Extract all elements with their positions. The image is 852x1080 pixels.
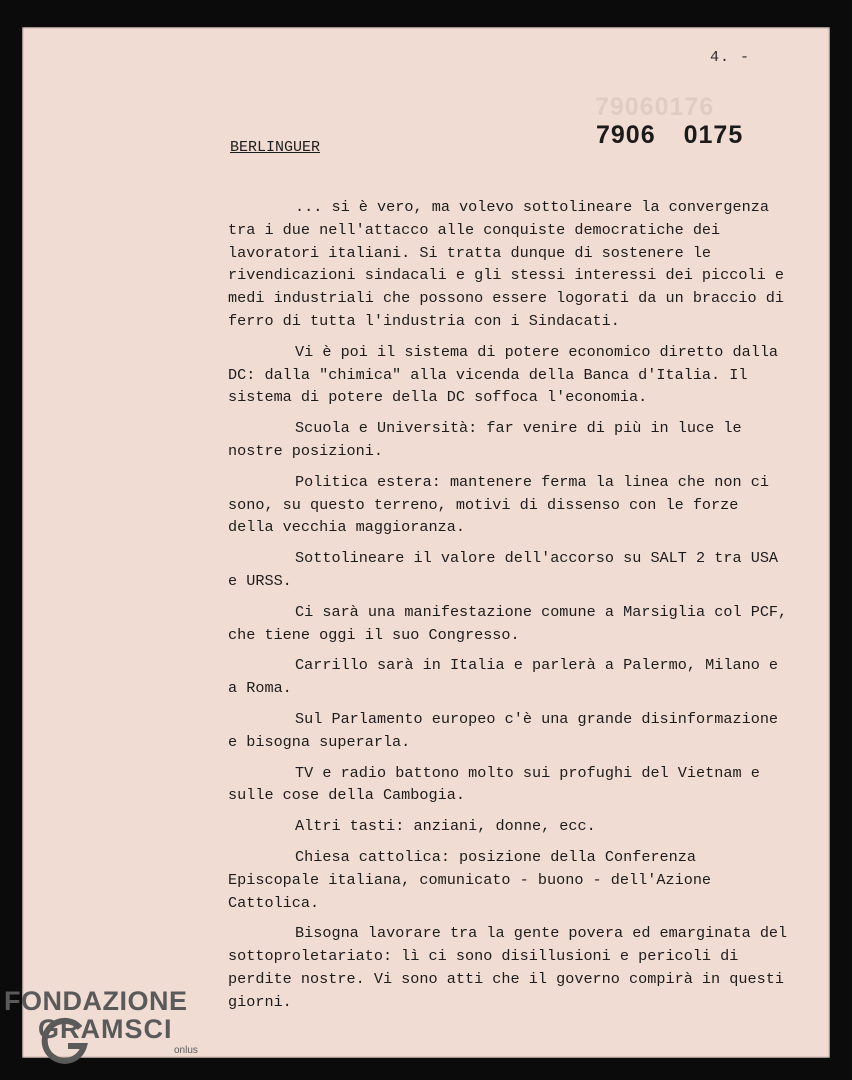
logo-line-2: GRAMSCI <box>38 1014 173 1044</box>
stamp-series: 7906 <box>596 121 656 149</box>
bleed-through-stamp: 79060176 <box>595 93 715 121</box>
paragraph: Sul Parlamento europeo c'è una grande disinformazione e bisogna superarla. <box>228 709 779 751</box>
page-number: 4. - <box>710 49 751 66</box>
paragraph: Bisogna lavorare tra la gente povera ed emarginata del sottoproletariato: lì ci sono disillusioni e pericoli di perdite nostre. Vi sono atti che il governo compirà in questi giorni. <box>228 924 788 1011</box>
paragraph: Sottolineare il valore dell'accorso su SALT 2 tra USA e URSS. <box>228 549 779 590</box>
paragraph: Vi è poi il sistema di potere economico diretto dalla DC: dalla "chimica" alla vicenda della Banca d'Italia. Il sistema di potere della DC soffoca l'economia. <box>228 342 779 407</box>
paragraph: Carrillo sarà in Italia e parlerà a Palermo, Milano e a Roma. <box>228 656 779 698</box>
paragraph: Scuola e Università: far venire di più in luce le nostre posizioni. <box>228 419 742 460</box>
document-body <box>228 196 788 1022</box>
logo-line-1: FONDAZIONE <box>4 986 188 1016</box>
logo-suffix: onlus <box>174 1045 198 1056</box>
paragraph: Altri tasti: anziani, donne, ecc. <box>295 817 596 836</box>
stamp-number: 0175 <box>683 121 744 149</box>
paragraph: ... si è vero, ma volevo sottolineare la convergenza tra i due nell'attacco alle conquiste democratiche dei lavoratori italiani. Si tratta dunque di sostenere le rivendicazioni sindacali e gli stessi interessi dei piccoli e medi industriali che possono essere logorati da un braccio di ferro di tutta l'industria con i Sindacati. <box>228 198 784 330</box>
fondazione-gramsci-logo <box>4 986 198 1056</box>
speaker-heading: BERLINGUER <box>230 139 321 156</box>
paragraph: TV e radio battono molto sui profughi del Vietnam e sulle cose della Cambogia. <box>228 763 760 805</box>
paragraph: Ci sarà una manifestazione comune a Marsiglia col PCF, che tiene oggi il suo Congresso. <box>228 602 788 644</box>
paragraph: Politica estera: mantenere ferma la linea che non ci sono, su questo terreno, motivi di dissenso con le forze della vecchia maggioranza. <box>228 472 769 537</box>
paragraph: Chiesa cattolica: posizione della Conferenza Episcopale italiana, comunicato - buono - dell'Azione Cattolica. <box>228 847 712 912</box>
archive-stamp <box>596 121 743 150</box>
